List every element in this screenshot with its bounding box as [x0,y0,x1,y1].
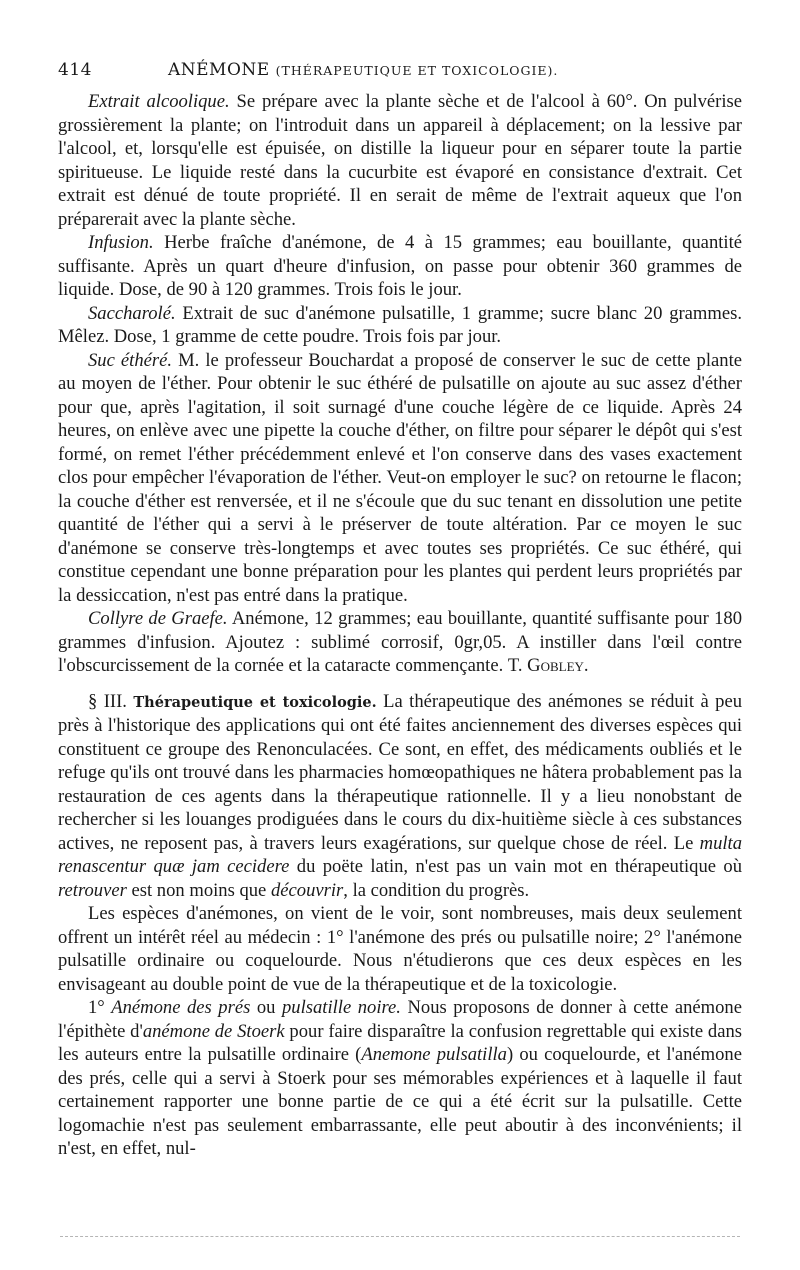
running-title-main: ANÉMONE [168,60,270,80]
paragraph-body: Herbe fraîche d'anémone, de 4 à 15 grammes; eau bouillante, quantité suffisante. Après un quart d'heure d'infusion, on passe pour obtenir 360 grammes de liquide. Dose, de 90 à 120 grammes. Trois fois le jour. [58,232,742,300]
section-title: Thérapeutique et toxicologie. [133,693,377,711]
paragraph-extrait [58,90,742,231]
latin-quote: multa renascentur quæ jam cecidere [58,832,743,877]
paragraph-lead: Infusion. [88,232,154,253]
author-signature: T. Gobley. [507,655,589,676]
page-number: 414 [58,60,92,80]
running-title-sub: (THÉRAPEUTIQUE ET TOXICOLOGIE). [275,63,559,78]
paragraph-infusion [58,231,742,302]
paragraph-body: Extrait de suc d'anémone pulsatille, 1 gramme; sucre blanc 20 grammes. Mêlez. Dose, 1 gramme de cette poudre. Trois fois par jour. [58,302,742,347]
footer-rule [60,1236,740,1237]
paragraph-body: M. le professeur Bouchardat a proposé de conserver le suc de cette plante au moyen de l'éther. Pour obtenir le suc éthéré de pulsatille on ajoute au suc assez d'éther pour que, après l'agitation, il soit surnagé d'une couche légère de ce liquide. Après 24 heures, on enlève avec une pipette la couche d'éther, on filtre pour séparer le dépôt qui s'est formé, on remet l'éther précédemment enlevé et l'on conserve dans des vases exactement clos pour empêcher l'évaporation de l'éther. Veut-on employer le suc? on retourne le flacon; la couche d'éther est renversée, et il ne s'écoule que du suc tenant en dissolution une petite quantité de l'éther qui a servi à le préserver de toute altération. Par ce moyen le suc d'anémone se conserve très-longtemps et avec toutes ses propriétés. Ce suc éthéré, qui constitue cependant une bonne préparation pour les plantes qui perdent leurs propriétés par la dessiccation, n'est pas entré dans la pratique. [58,349,742,606]
paragraph-lead: Extrait alcoolique. [88,91,230,112]
body-text [58,90,742,1161]
paragraph-lead: Suc éthéré. [88,349,173,371]
paragraph-saccharole [58,302,742,349]
paragraph-body: Se prépare avec la plante sèche et de l'alcool à 60°. On pulvérise grossièrement la plante; on l'introduit dans un appareil à déplacement; on la lessive par l'alcool, et, lorsqu'elle est épuisée, on distille la liqueur pour en séparer toute la partie spiritueuse. Le liquide resté dans la cucurbite est évaporé en consistance d'extrait. Cet extrait est dénué de toute propriété. Il en serait de même de l'extrait aqueux que l'on préparerait avec la plante sèche. [58,91,742,230]
paragraph-body: Anémone, 12 grammes; eau bouillante, quantité suffisante pour 180 grammes d'infusion. Ajoutez : sublimé corrosif, 0gr,05. A instiller dans l'œil contre l'obscurcissement de la cornée et la cataracte commençante. [58,608,742,676]
paragraph-lead: Collyre de Graefe. [88,608,228,629]
paragraph-species: Les espèces d'anémones, on vient de le voir, sont nombreuses, mais deux seulement offrent un intérêt réel au médecin : 1° l'anémone des prés ou pulsatille noire; 2° l'anémone pulsatille ordinaire ou coquelourde. Nous n'étudierons que ces deux espèces en les envisageant au double point de vue de la thérapeutique et de la toxicologie. [58,903,742,995]
paragraph-lead: Saccharolé. [88,302,176,324]
section-number: § III. [88,690,127,712]
running-title [168,60,742,80]
paragraph-collyre [58,607,742,678]
section-paragraph: § III. Thérapeutique et toxicologie. La thérapeutique des anémones se réduit à peu près à l'historique des applications qui ont été faites anciennement des diverses espèces qui constituent ce groupe des Renonculacées. Ce sont, en effet, des médicaments oubliés et le refuge qu'ils ont trouvé dans les pharmacies homœopathiques ne hâtera probablement pas la restauration de ces agents dans la thérapeutique rationnelle. Il y a lieu nonobstant de rechercher si les louanges prodiguées dans le cours du dix-huitième siècle à ces substances actives, ne reposent pas, à travers leurs exagérations, sur quelque chose de réel. Le multa renascentur quæ jam cecidere du poëte latin, n'est pas un vain mot en thérapeutique où retrouver est non moins que découvrir, la condition du progrès. [58,690,743,901]
running-head [58,60,742,90]
paragraph-anemone-des-pres: 1° Anémone des prés ou pulsatille noire. Nous proposons de donner à cette anémone l'épithète d'anémone de Stoerk pour faire disparaître la confusion regrettable qui existe dans les auteurs entre la pulsatille ordinaire (Anemone pulsatilla) ou coquelourde, et l'anémone des prés, celle qui a servi à Stoerk pour ses mémorables expériences et à laquelle il faut certainement rapporter une bonne partie de ce qui a été écrit sur la pulsatille. Cette logomachie n'est pas seulement embarrassante, elle peut aboutir à des inconvénients; il n'est, en effet, nul- [58,997,742,1159]
paragraph-suc-ethere [58,349,742,608]
